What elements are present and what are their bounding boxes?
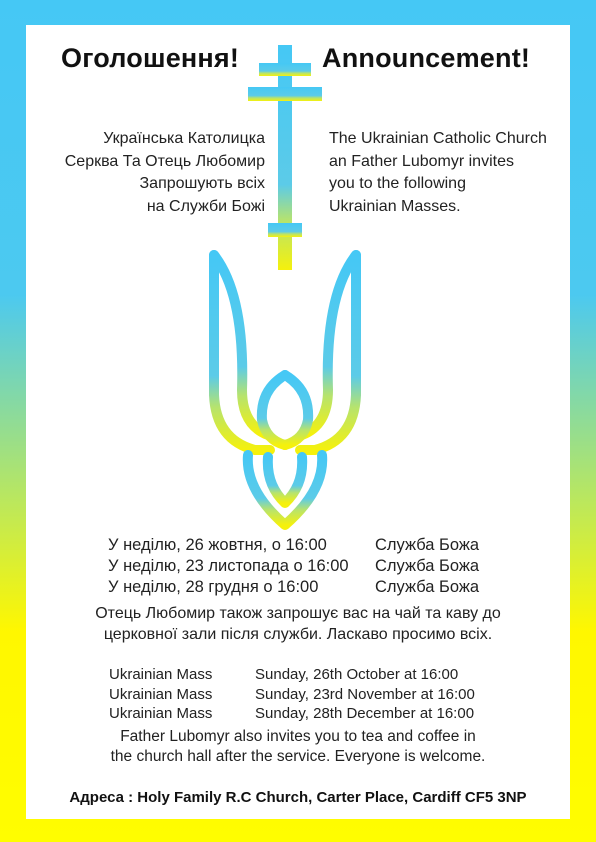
service-date: Sunday, 28th December at 16:00	[255, 705, 475, 722]
service-name: Служба Божа	[375, 557, 480, 575]
intro-uk-line: на Служби Божі	[146, 197, 265, 215]
intro-uk-line: Українська Католицка	[103, 130, 265, 147]
title-ukrainian: Оголошення!	[61, 43, 240, 73]
service-name: Ukrainian Mass	[109, 705, 213, 722]
title-english: Announcement!	[322, 43, 531, 73]
intro-en-line: Ukrainian Masses.	[329, 197, 461, 215]
intro-en-line: The Ukrainian Catholic Church	[329, 130, 547, 147]
invitation-line: церковної зали після служби. Ласкаво просимо всіх.	[103, 626, 493, 643]
intro-uk-line: Запрошують всіх	[139, 175, 265, 192]
service-date: Sunday, 26th October at 16:00	[255, 666, 459, 683]
trident-cross-icon	[200, 45, 370, 540]
service-date: У неділю, 28 грудня о 16:00	[108, 578, 319, 596]
invitation-ukrainian	[0, 603, 596, 645]
service-date: У неділю, 23 листопада о 16:00	[108, 557, 349, 575]
intro-en-line: an Father Lubomyr invites	[329, 152, 514, 170]
invitation-english	[0, 727, 596, 767]
intro-ukrainian	[65, 128, 265, 218]
invitation-line: Отець Любомир також запрошує вас на чай та каву до	[95, 605, 501, 622]
intro-en-line: you to the following	[329, 175, 466, 192]
intro-english	[329, 128, 547, 218]
invitation-line: Father Lubomyr also invites you to tea and coffee in	[120, 728, 476, 745]
church-address: Адреса : Holy Family R.C Church, Carter Place, Cardiff CF5 3NP	[69, 789, 527, 806]
service-name: Ukrainian Mass	[109, 666, 213, 683]
service-name: Служба Божа	[375, 536, 480, 554]
service-date: У неділю, 26 жовтня, о 16:00	[108, 536, 327, 554]
service-name: Служба Божа	[375, 578, 480, 596]
intro-uk-line: Серква Та Отець Любомир	[64, 152, 265, 170]
invitation-line: the church hall after the service. Everyone is welcome.	[110, 748, 486, 765]
service-name: Ukrainian Mass	[109, 686, 213, 703]
service-date: Sunday, 23rd November at 16:00	[255, 686, 475, 703]
